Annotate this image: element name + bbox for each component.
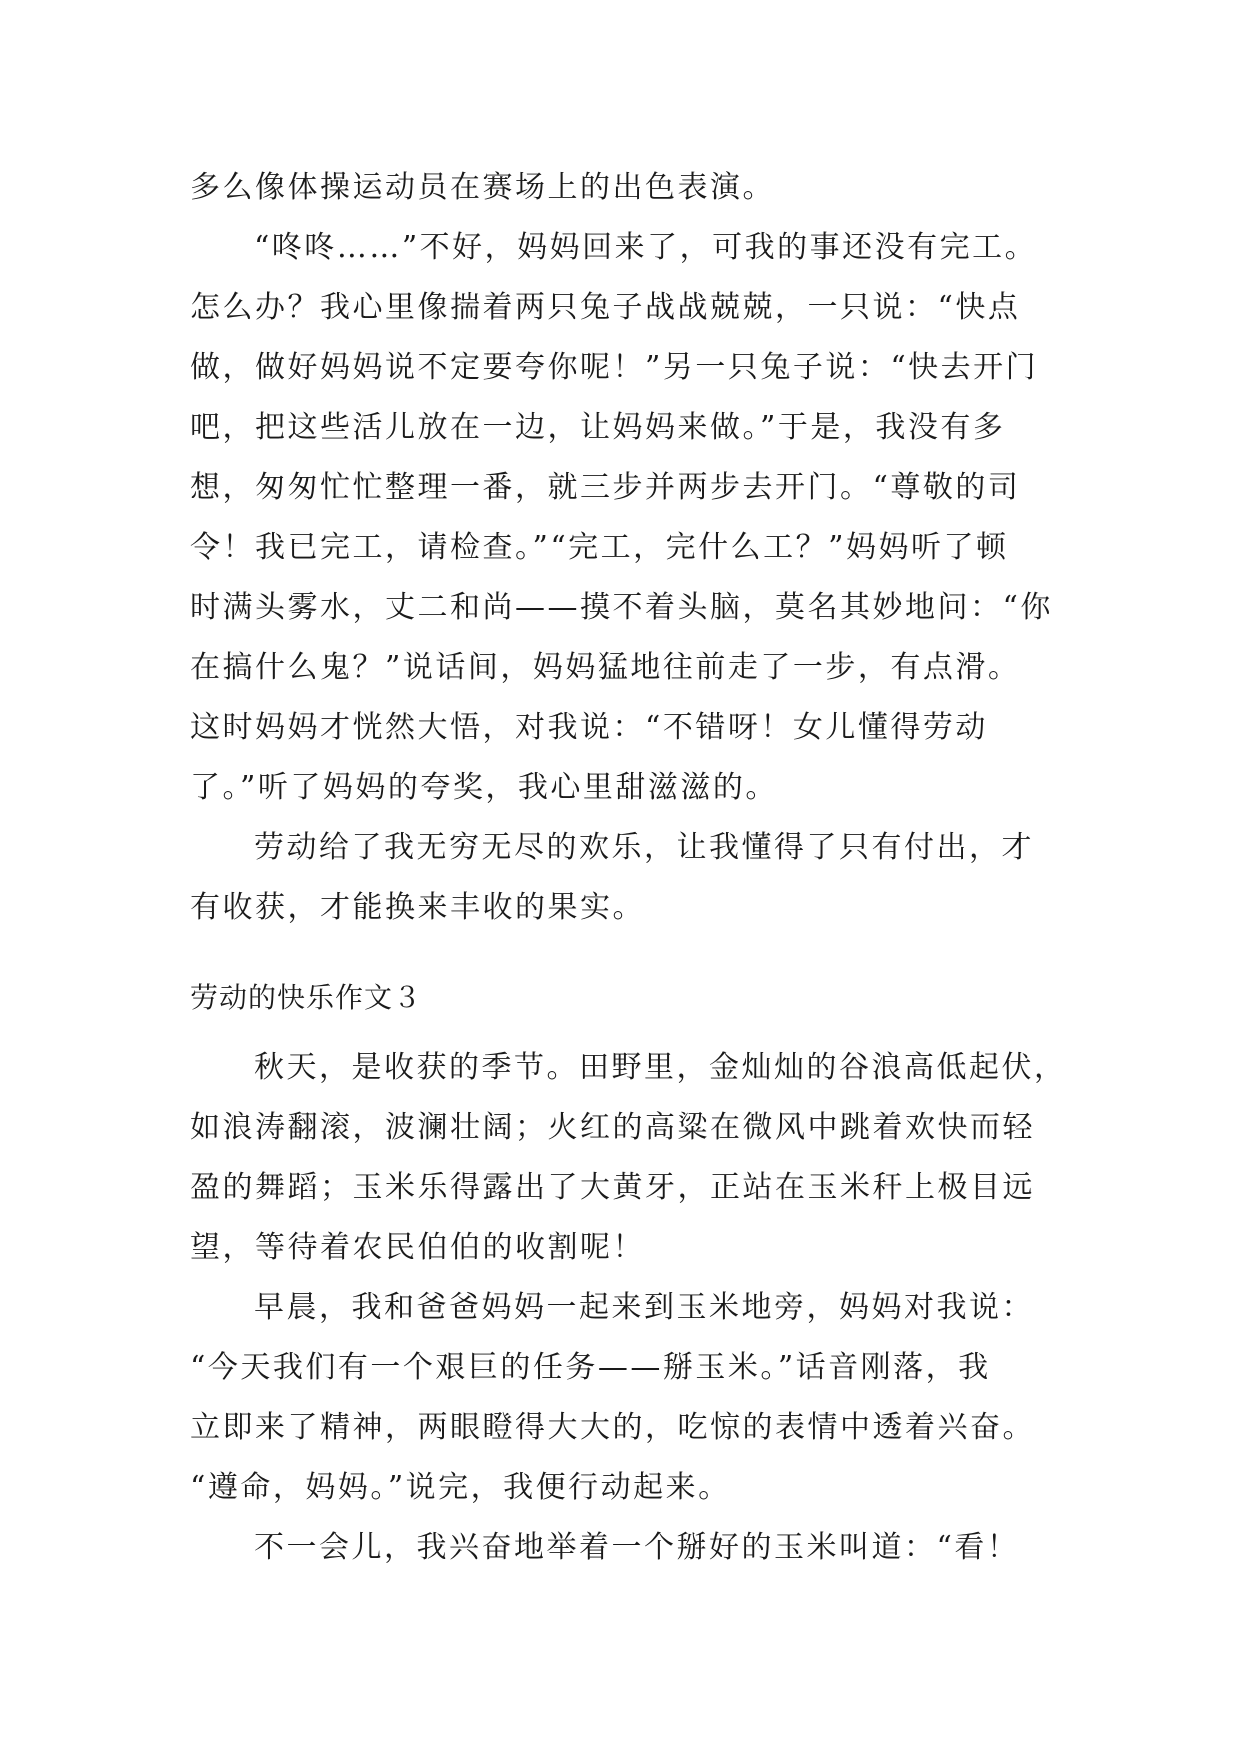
text-line: 了。”听了妈妈的夸奖，我心里甜滋滋的。 (190, 770, 778, 805)
text-line: “今天我们有一个艰巨的任务——掰玉米。”话音刚落，我 (190, 1350, 991, 1385)
text-line: 立即来了精神，两眼瞪得大大的，吃惊的表情中透着兴奋。 (190, 1410, 1035, 1445)
text-line: 在搞什么鬼？”说话间，妈妈猛地往前走了一步，有点滑。 (190, 650, 1021, 685)
section-b (190, 1038, 1070, 1578)
text-line: 这时妈妈才恍然大悟，对我说：“不错呀！女儿懂得劳动 (190, 710, 988, 745)
text-line: 多么像体操运动员在赛场上的出色表演。 (190, 170, 775, 205)
section-heading: 劳动的快乐作文３ (190, 981, 423, 1014)
text-line: 盈的舞蹈；玉米乐得露出了大黄牙，正站在玉米秆上极目远 (190, 1170, 1035, 1205)
text-line: 有收获，才能换来丰收的果实。 (190, 890, 645, 925)
text-line: 秋天，是收获的季节。田野里，金灿灿的谷浪高低起伏， (254, 1050, 1067, 1085)
text-line: 不一会儿，我兴奋地举着一个掰好的玉米叫道：“看！ (254, 1530, 1020, 1565)
text-line: 望，等待着农民伯伯的收割呢！ (190, 1230, 645, 1265)
text-line: 时满头雾水，丈二和尚——摸不着头脑，莫名其妙地问：“你 (190, 590, 1053, 625)
text-line: 如浪涛翻滚，波澜壮阔；火红的高粱在微风中跳着欢快而轻 (190, 1110, 1035, 1145)
text-line: 劳动给了我无穷无尽的欢乐，让我懂得了只有付出，才 (254, 830, 1034, 865)
text-line: “咚咚……”不好，妈妈回来了，可我的事还没有完工。 (254, 230, 1038, 265)
text-line: 令！我已完工，请检查。”“完工，完什么工？”妈妈听了顿 (190, 530, 1009, 565)
text-line: 早晨，我和爸爸妈妈一起来到玉米地旁，妈妈对我说： (254, 1290, 1034, 1325)
text-line: “遵命，妈妈。”说完，我便行动起来。 (190, 1470, 731, 1505)
text-line: 想，匆匆忙忙整理一番，就三步并两步去开门。“尊敬的司 (190, 470, 1021, 505)
text-line: 怎么办？我心里像揣着两只兔子战战兢兢，一只说：“快点 (190, 290, 1021, 325)
section-heading-block (190, 968, 1070, 1028)
text-line: 做，做好妈妈说不定要夸你呢！”另一只兔子说：“快去开门 (190, 350, 1039, 385)
section-a (190, 158, 1070, 938)
text-line: 吧，把这些活儿放在一边，让妈妈来做。”于是，我没有多 (190, 410, 1006, 445)
